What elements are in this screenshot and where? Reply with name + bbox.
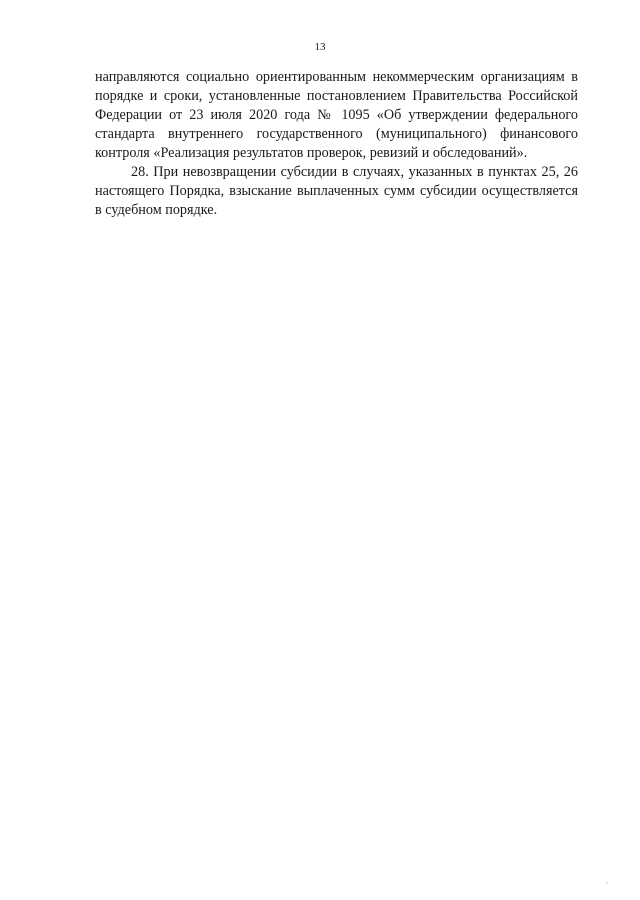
paragraph-continuation: направляются социально ориентированным некоммерческим организациям в порядке и сроки, установленные постановлением Правительства Российской Федерации от 23 июля 2020 года № 1095 «Об утверждении федерального стандарта внутреннего государственного (муниципального) финансового контроля «Реализация результатов проверок, ревизий и обследований». [95,69,578,161]
scan-speck [606,882,608,884]
page-number: 13 [314,41,326,53]
paragraph-clause-28: 28. При невозвращении субсидии в случаях, указанных в пунктах 25, 26 настоящего Порядка, взыскание выплаченных сумм субсидии осуществляется в судебном порядке. [95,164,578,218]
document-body [95,68,578,220]
